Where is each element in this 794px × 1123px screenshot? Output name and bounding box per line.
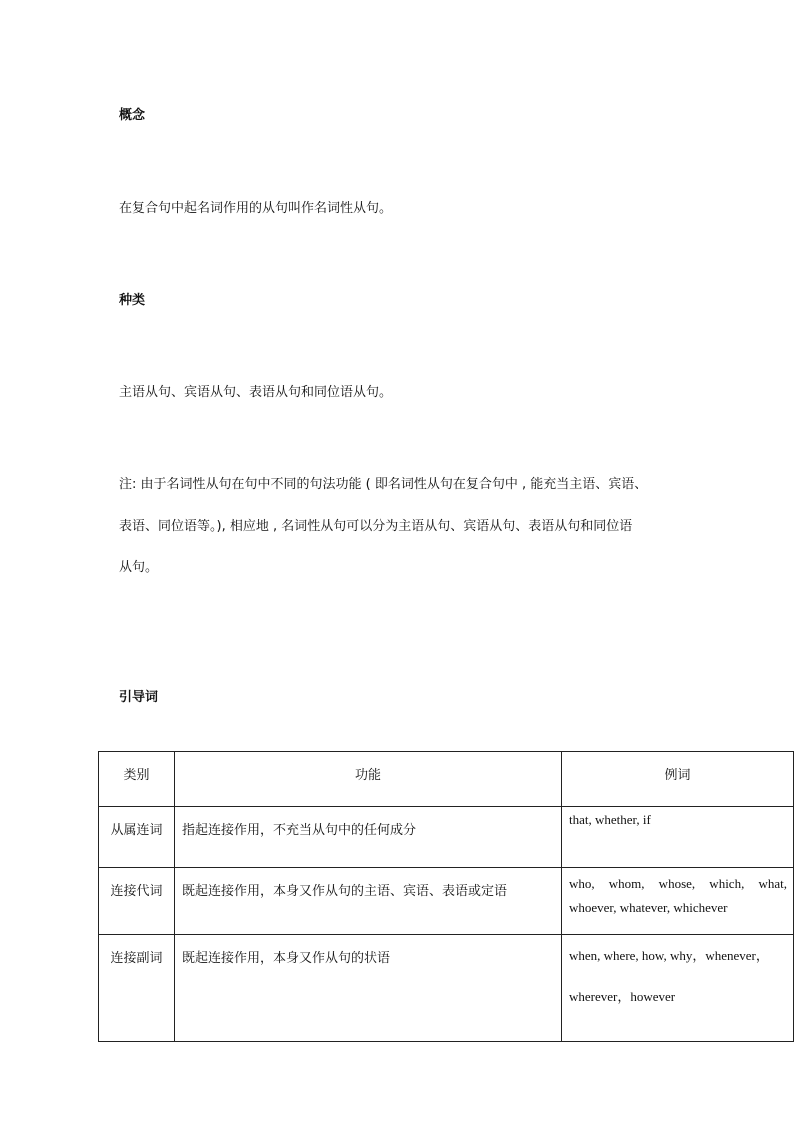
function-cell: 既起连接作用，本身又作从句的状语 <box>175 935 562 1042</box>
examples-cell: that, whether, if <box>562 807 794 868</box>
table-row <box>99 807 794 868</box>
concept-heading: 概念 <box>119 108 146 123</box>
function-cell: 既起连接作用，本身又作从句的主语、宾语、表语或定语 <box>175 868 562 935</box>
header-examples: 例词 <box>562 752 794 807</box>
examples-line: whoever, whatever, whichever <box>569 900 728 915</box>
note-line: 从句。 <box>119 560 159 575</box>
category-cell: 连接副词 <box>99 935 175 1042</box>
table-row <box>99 935 794 1042</box>
category-cell: 从属连词 <box>99 807 175 868</box>
note-line: 注: 由于名词性从句在句中不同的句法功能 ( 即名词性从句在复合句中 , 能充当主语、宾语、 <box>119 477 648 492</box>
conjunction-table <box>98 751 794 1042</box>
table-header-row <box>99 752 794 807</box>
category-cell: 连接代词 <box>99 868 175 935</box>
types-heading: 种类 <box>119 293 146 308</box>
examples-cell <box>562 935 794 1042</box>
concept-text: 在复合句中起名词作用的从句叫作名词性从句。 <box>119 201 393 216</box>
examples-line: wherever，however <box>569 989 676 1004</box>
function-cell: 指起连接作用，不充当从句中的任何成分 <box>175 807 562 868</box>
header-function: 功能 <box>175 752 562 807</box>
examples-line: when, where, how, why，whenever， <box>569 948 769 963</box>
header-category: 类别 <box>99 752 175 807</box>
types-text: 主语从句、宾语从句、表语从句和同位语从句。 <box>119 385 393 400</box>
intro-words-heading: 引导词 <box>119 690 159 705</box>
note-line: 表语、同位语等。), 相应地 , 名词性从句可以分为主语从句、宾语从句、表语从句和同位语 <box>119 519 633 534</box>
examples-cell <box>562 868 794 935</box>
table-row <box>99 868 794 935</box>
examples-line: who, whom, whose, which, what, <box>569 876 787 891</box>
